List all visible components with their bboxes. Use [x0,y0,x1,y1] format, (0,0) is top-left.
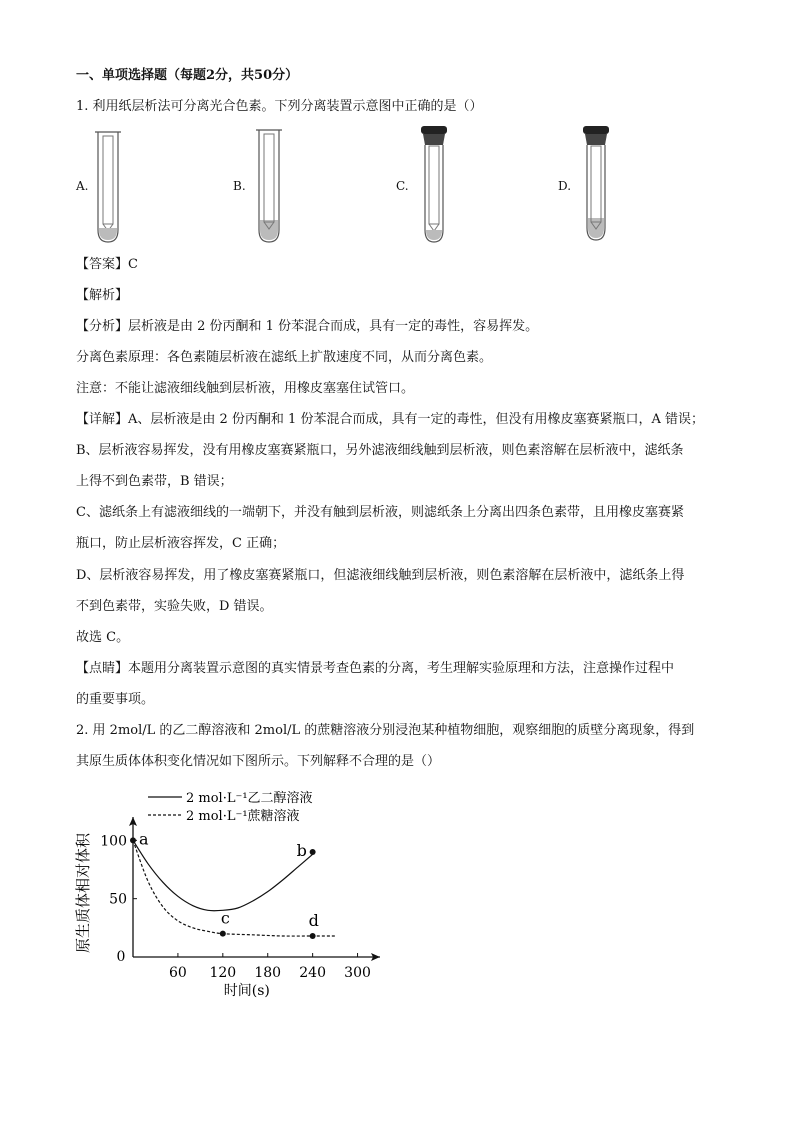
analysis-line: 分离色素原理：各色素随层析液在滤纸上扩散速度不同，从而分离色素。 [76,350,493,365]
analysis-line: 不到色素带，实验失败，D 错误。 [76,599,273,614]
question-1-stem: 1. 利用纸层析法可分离光合色素。下列分离装置示意图中正确的是（） [76,99,483,114]
point-a [130,837,136,843]
analysis-line: 【分析】层析液是由 2 份丙酮和 1 份苯混合而成，具有一定的毒性，容易挥发。 [76,319,539,334]
question-2-stem: 其原生质体体积变化情况如下图所示。下列解释不合理的是（） [76,754,441,769]
chart-ticks [100,833,371,981]
analysis-line: 瓶口，防止层析液容挥发，C 正确； [76,536,286,551]
chart-axes [129,817,380,961]
x-tick-label: 0 [116,949,126,965]
analysis-line: 注意：不能让滤液细线触到层析液，用橡皮塞塞住试管口。 [76,381,415,396]
option-c-label: C. [396,179,409,193]
question-2-stem: 2. 用 2mol/L 的乙二醇溶液和 2mol/L 的蔗糖溶液分别浸泡某种植物细胞，观察细胞的质壁分离现象，得到 [76,723,695,738]
option-b-label: B. [233,179,246,193]
analysis-line: 【详解】A、层析液是由 2 份丙酮和 1 份苯混合而成，具有一定的毒性，但没有用橡皮塞赛紧瓶口，A 错误； [76,412,704,427]
answer-line [76,256,138,274]
section-title: 一、单项选择题（每题2分，共50分） [76,68,299,83]
point-label-c: c [220,908,230,928]
option-d-label: D. [558,179,572,193]
analysis-line: B、层析液容易挥发，没有用橡皮塞赛紧瓶口，另外滤液细线触到层析液，则色素溶解在层析液中，滤纸条 [76,443,684,458]
analysis-line: 上得不到色素带，B 错误； [76,474,233,489]
y-tick-label: 100 [100,833,127,850]
x-tick-label: 120 [209,965,237,981]
y-tick-label: 50 [109,891,127,908]
analysis-line: C、滤纸条上有滤液细线的一端朝下，并没有触到层析液，则滤纸条上分离出四条色素带，且用橡皮塞赛紧 [76,505,684,520]
point-b [310,849,316,855]
analysis-line: 【点睛】本题用分离装置示意图的真实情景考查色素的分离，考生理解实验原理和方法，注意操作过程中 [76,661,675,676]
option-a-label: A. [76,179,89,193]
x-tick-label: 60 [168,965,187,981]
series-line-ethylene-glycol [133,840,313,910]
test-tube-b-icon [254,128,284,246]
analysis-label: 【解析】 [76,288,129,303]
analysis-line: 故选 C。 [76,630,130,645]
x-tick-label: 300 [344,965,371,981]
point-label-b: b [296,841,307,860]
chart-legend [148,790,313,824]
answer-value: C [128,257,138,272]
x-tick-label: 240 [299,965,327,981]
point-label-a: a [139,829,149,849]
legend-entry: 2 mol·L⁻¹蔗糖溶液 [186,809,300,824]
volume-chart [70,786,400,1011]
legend-entry: 2 mol·L⁻¹乙二醇溶液 [186,791,313,806]
point-c [220,931,226,937]
analysis-line: D、层析液容易挥发，用了橡皮塞赛紧瓶口，但滤液细线触到层析液，则色素溶解在层析液中，滤纸条上得 [76,568,685,583]
x-tick-label: 180 [254,965,282,981]
test-tube-a-icon [93,130,123,245]
point-label-d: d [308,911,319,930]
test-tube-c-icon [418,126,450,246]
x-axis-label: 时间(s) [223,983,270,999]
test-tube-d-icon [580,126,612,244]
y-axis-label: 原生质体相对体积 [74,832,92,953]
point-d [310,933,316,939]
answer-label: 【答案】 [76,257,129,272]
analysis-line: 的重要事项。 [76,692,155,707]
chart-points [130,829,319,939]
